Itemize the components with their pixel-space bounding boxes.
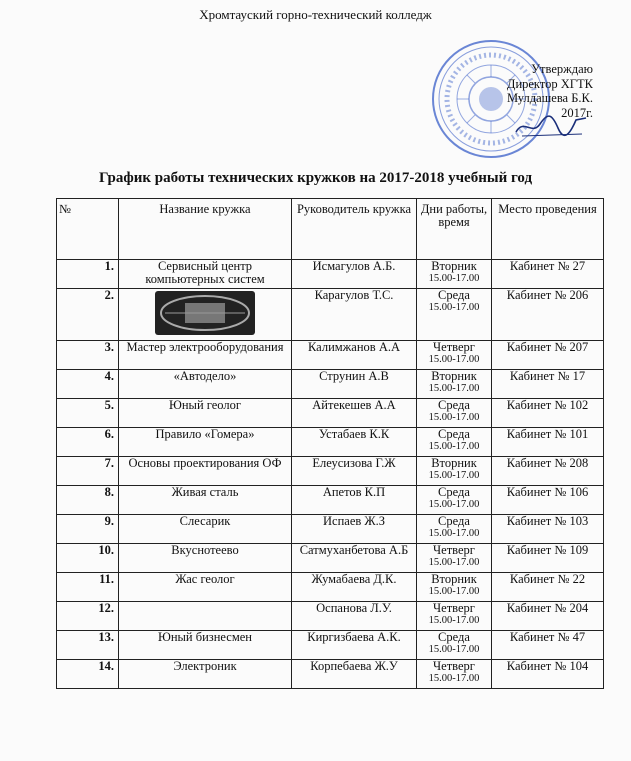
club-name: Жас геолог [119,573,292,602]
club-name: Живая сталь [119,486,292,515]
time-label: 15.00-17.00 [428,586,480,597]
row-number: 1. [57,260,119,289]
header-num: № [57,199,119,260]
time-label: 15.00-17.00 [428,557,480,568]
club-place: Кабинет № 103 [492,515,604,544]
approve-name: Мулдашева Б.К. [507,91,593,105]
club-leader: Оспанова Л.У. [292,602,417,631]
club-name: Сервисный центр компьютерных систем [119,260,292,289]
table-row [57,515,604,544]
table-row [57,544,604,573]
club-logo-image [155,291,255,335]
table-row [57,602,604,631]
club-leader: Сатмуханбетова А.Б [292,544,417,573]
table-row [57,399,604,428]
row-number: 2. [57,289,119,341]
club-name: Вкуснотеево [119,544,292,573]
club-name: Слесарик [119,515,292,544]
club-place: Кабинет № 109 [492,544,604,573]
time-label: 15.00-17.00 [428,383,480,394]
club-days [417,260,492,289]
row-number: 14. [57,660,119,689]
club-leader: Струнин А.В [292,370,417,399]
time-label: 15.00-17.00 [428,273,480,284]
club-days [417,602,492,631]
club-place: Кабинет № 204 [492,602,604,631]
club-name: «Автодело» [119,370,292,399]
day-label: Четверг [433,543,475,557]
club-name: Правило «Гомера» [119,428,292,457]
day-label: Среда [438,630,470,644]
time-label: 15.00-17.00 [428,615,480,626]
table-row [57,573,604,602]
row-number: 7. [57,457,119,486]
club-days [417,486,492,515]
club-name: Мастер электрооборудования [119,341,292,370]
day-label: Среда [438,427,470,441]
club-days [417,573,492,602]
header-days: Дни работы, время [417,199,492,260]
club-name [119,602,292,631]
club-leader: Елеусизова Г.Ж [292,457,417,486]
club-days [417,428,492,457]
club-place: Кабинет № 17 [492,370,604,399]
club-leader: Киргизбаева А.К. [292,631,417,660]
table-row [57,660,604,689]
table-row [57,631,604,660]
header-leader: Руководитель кружка [292,199,417,260]
header-name: Название кружка [119,199,292,260]
club-leader: Айтекешев А.А [292,399,417,428]
time-label: 15.00-17.00 [428,470,480,481]
club-leader: Жумабаева Д.К. [292,573,417,602]
day-label: Четверг [433,601,475,615]
club-place: Кабинет № 207 [492,341,604,370]
approve-label: Утверждаю [531,62,593,76]
day-label: Вторник [431,259,477,273]
row-number: 12. [57,602,119,631]
row-number: 3. [57,341,119,370]
time-label: 15.00-17.00 [428,673,480,684]
day-label: Вторник [431,369,477,383]
club-leader: Исмагулов А.Б. [292,260,417,289]
day-label: Среда [438,485,470,499]
club-place: Кабинет № 101 [492,428,604,457]
time-label: 15.00-17.00 [428,499,480,510]
club-days [417,515,492,544]
table-row [57,370,604,399]
club-days [417,370,492,399]
schedule-table [56,198,604,689]
time-label: 15.00-17.00 [428,441,480,452]
time-label: 15.00-17.00 [428,412,480,423]
day-label: Четверг [433,340,475,354]
row-number: 6. [57,428,119,457]
table-row [57,289,604,341]
time-label: 15.00-17.00 [428,528,480,539]
day-label: Среда [438,288,470,302]
day-label: Среда [438,398,470,412]
day-label: Вторник [431,456,477,470]
row-number: 8. [57,486,119,515]
club-name: Юный геолог [119,399,292,428]
row-number: 9. [57,515,119,544]
club-name: Основы проектирования ОФ [119,457,292,486]
table-row [57,457,604,486]
table-row [57,260,604,289]
club-leader: Испаев Ж.З [292,515,417,544]
row-number: 10. [57,544,119,573]
table-row [57,428,604,457]
college-name: Хромтауский горно-технический колледж [199,7,432,22]
club-place: Кабинет № 206 [492,289,604,341]
club-days [417,341,492,370]
day-label: Четверг [433,659,475,673]
club-place: Кабинет № 106 [492,486,604,515]
row-number: 5. [57,399,119,428]
club-days [417,457,492,486]
club-name [119,289,292,341]
time-label: 15.00-17.00 [428,644,480,655]
club-leader: Карагулов Т.С. [292,289,417,341]
club-name: Электроник [119,660,292,689]
club-place: Кабинет № 47 [492,631,604,660]
day-label: Вторник [431,572,477,586]
club-days [417,631,492,660]
club-leader: Устабаев К.К [292,428,417,457]
time-label: 15.00-17.00 [428,302,480,313]
table-row [57,486,604,515]
club-place: Кабинет № 208 [492,457,604,486]
approve-year: 2017г. [561,105,593,120]
table-row [57,341,604,370]
club-place: Кабинет № 22 [492,573,604,602]
row-number: 11. [57,573,119,602]
club-days [417,289,492,341]
club-leader: Калимжанов А.А [292,341,417,370]
club-days [417,660,492,689]
club-leader: Корпебаева Ж.У [292,660,417,689]
club-days [417,544,492,573]
club-place: Кабинет № 102 [492,399,604,428]
club-leader: Апетов К.П [292,486,417,515]
club-name: Юный бизнесмен [119,631,292,660]
row-number: 4. [57,370,119,399]
day-label: Среда [438,514,470,528]
header-place: Место проведения [492,199,604,260]
club-days [417,399,492,428]
page-title: График работы технических кружков на 2017-2018 учебный год [98,170,533,186]
club-place: Кабинет № 104 [492,660,604,689]
signature-icon [512,110,592,142]
row-number: 13. [57,631,119,660]
time-label: 15.00-17.00 [428,354,480,365]
club-place: Кабинет № 27 [492,260,604,289]
approve-position: Директор ХГТК [506,76,593,91]
